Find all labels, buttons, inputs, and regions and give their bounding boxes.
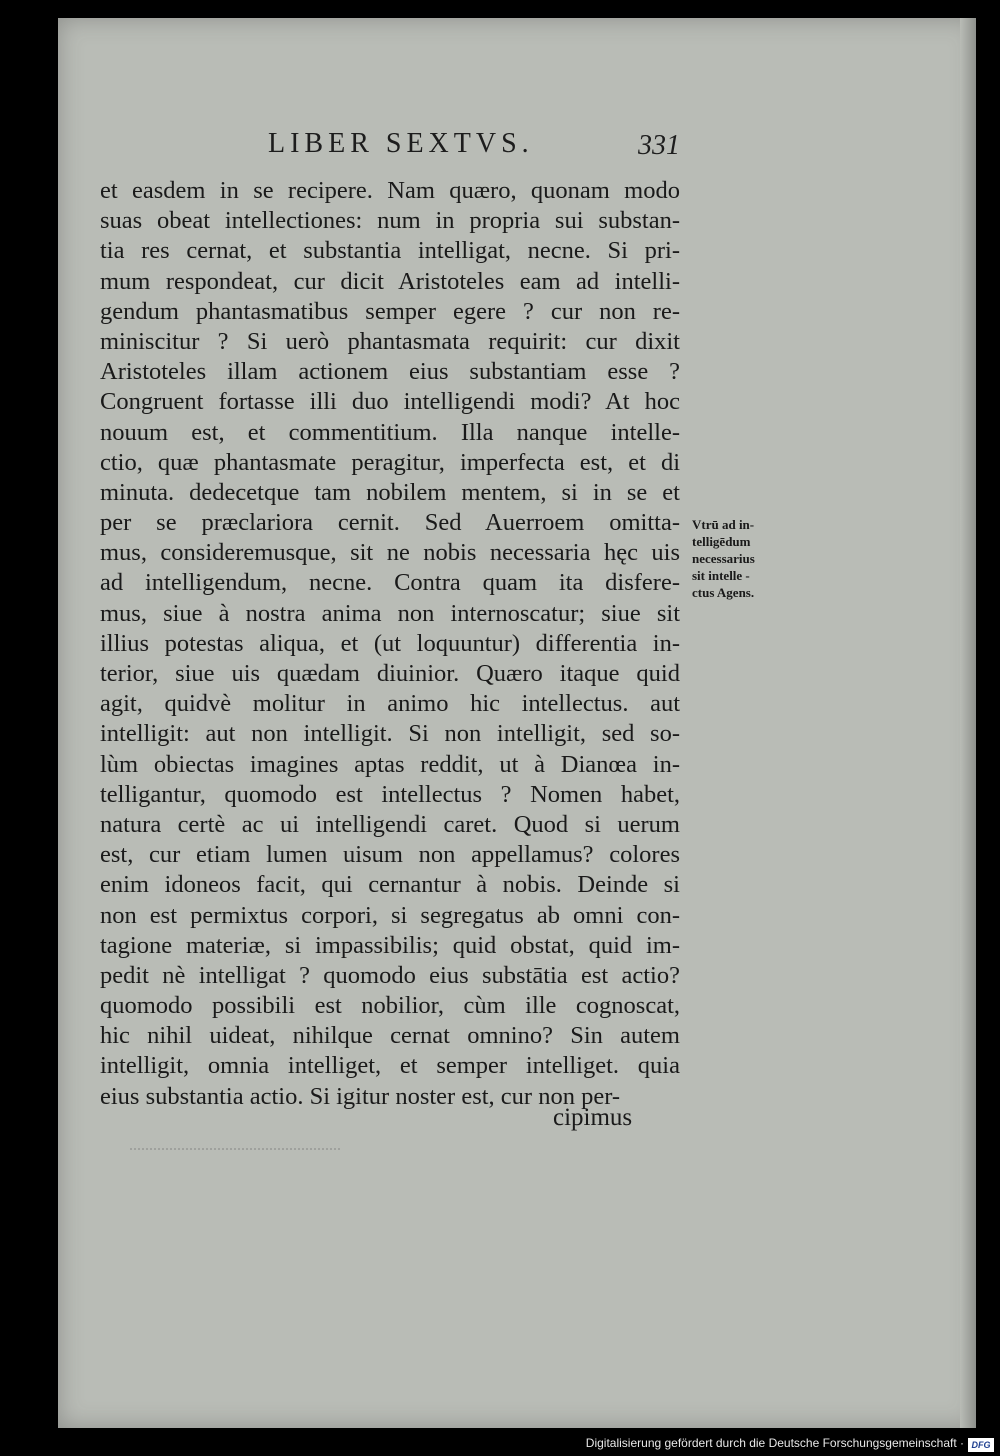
text-line: Congruent fortasse illi duo intelligendi modi? At hoc [100,388,680,416]
marginal-note-line: necessarius [692,551,755,566]
text-line: mum respondeat, cur dicit Aristoteles eam ad intelli- [100,267,680,295]
marginal-note-line: Vtrū ad in- [692,517,755,532]
text-line: eius substantia actio. Si igitur noster est, cur non per- [100,1082,621,1110]
text-line: non est permixtus corpori, si segregatus ab omni con- [100,901,680,929]
text-line: natura certè ac ui intelligendi caret. Quod si uerum [100,810,680,838]
catchword: cipimus [553,1104,633,1131]
text-line: terior, siue uis quædam diuinior. Quæro itaque quid [100,660,680,687]
text-line: quomodo possibili est nobilior, cùm ille cognoscat, [100,992,680,1020]
marginal-note-line: sit intelle - [692,568,750,583]
text-line: intelligit, omnia intelliget, et semper intelliget. quia [100,1052,680,1080]
bleed-through-text [130,1136,340,1150]
text-line: hic nihil uideat, nihilque cernat omnino? Sin autem [100,1022,680,1050]
text-line: ctio, quæ phantasmate peragitur, imperfecta est, et di [100,448,680,476]
text-line: agit, quidvè molitur in animo hic intellectus. aut [100,690,680,718]
text-line: ad intelligendum, necne. Contra quam ita disfere- [100,569,680,597]
text-line: lùm obiectas imagines aptas reddit, ut à Dianœa in- [100,750,680,778]
dfg-logo-icon: DFG [968,1438,994,1452]
marginal-note-line: ctus Agens. [692,585,755,600]
text-line: tagione materiæ, si impassibilis; quid obstat, quid im- [100,931,680,959]
text-line: miniscitur ? Si uerò phantasmata requirit: cur dixit [100,327,680,355]
marginal-note [692,516,802,601]
text-line: intelligit: aut non intelligit. Si non intelligit, sed so- [100,720,680,748]
page-number: 331 [638,130,680,161]
text-line: nouum est, et commentitium. Illa nanque intelle- [100,418,680,446]
text-line: tia res cernat, et substantia intelligat, necne. Si pri- [100,237,680,265]
text-line: pedit nè intelligat ? quomodo eius substātia est actio? [100,961,680,989]
text-line: telligantur, quomodo est intellectus ? Nomen habet, [100,780,680,808]
text-line: suas obeat intellectiones: num in propria sui substan- [100,207,680,235]
footer-credit: Digitalisierung gefördert durch die Deutsche Forschungsgemeinschaft · [585,1436,964,1450]
text-line: gendum phantasmatibus semper egere ? cur non re- [100,297,680,325]
text-line: minuta. dedecetque tam nobilem mentem, si in se et [100,478,680,506]
text-line: et easdem in se recipere. Nam quæro, quonam modo [100,177,680,204]
footer-bar [0,1428,1000,1456]
text-line: Aristoteles illam actionem eius substantiam esse ? [100,358,680,386]
text-line: per se præclariora cernit. Sed Auerroem omitta- [100,509,680,537]
text-line: est, cur etiam lumen uisum non appellamus? colores [100,841,680,869]
text-line: mus, siue à nostra anima non internoscatur; siue sit [100,599,680,627]
page-edge-shadow [960,18,976,1428]
text-line: mus, consideremusque, sit ne nobis necessaria hęc uis [100,539,680,567]
text-line: enim idoneos facit, qui cernantur à nobis. Deinde si [100,871,680,899]
text-line: illius potestas aliqua, et (ut loquuntur) differentia in- [100,629,680,657]
body-text-block [100,176,680,1112]
running-head: LIBER SEXTVS. [268,128,534,159]
marginal-note-line: telligēdum [692,534,751,549]
